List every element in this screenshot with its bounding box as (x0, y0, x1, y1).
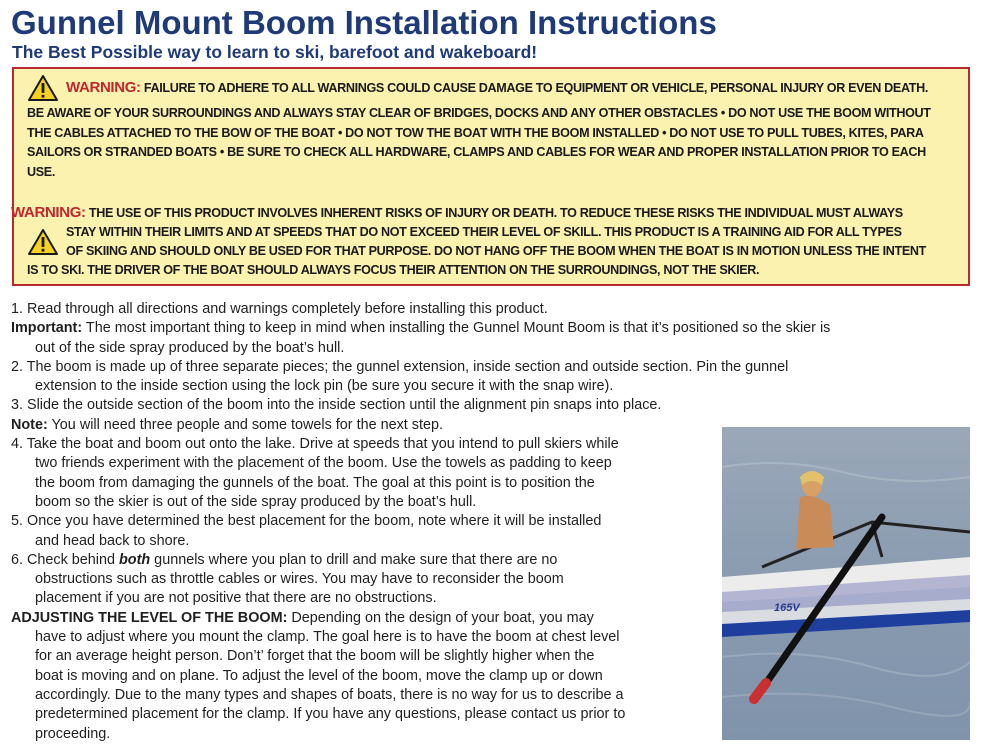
warning-1-body (27, 104, 931, 182)
step-6-pre: 6. Check behind (11, 551, 120, 568)
step-4-cont: two friends experiment with the placement of the boom. Use the towels as padding to keep (35, 455, 612, 472)
warning-triangle-icon (27, 228, 59, 256)
instructions (11, 300, 830, 744)
step-5: 5. Once you have determined the best placement for the boom, note where it will be installed (11, 513, 602, 530)
note-label: Note: (11, 416, 48, 433)
note-text: You will need three people and some towels for the next step. (51, 416, 443, 433)
adjusting-section (11, 609, 830, 628)
warning-1-line: USE. (27, 164, 55, 179)
warning-box (12, 67, 970, 286)
hull-model-text: 165V (774, 602, 800, 614)
warning-2-first-line (11, 203, 903, 224)
page-title: Gunnel Mount Boom Installation Instructions (11, 4, 717, 41)
adjusting-text-cont: accordingly. Due to the many types and shapes of boats, there is no way for us to describe a (35, 686, 624, 703)
warning-1-label: WARNING: (66, 79, 141, 96)
adjusting-text-cont: for an average height person. Don’t’ forget that the boom will be slightly higher when the (35, 648, 595, 665)
step-3: 3. Slide the outside section of the boom into the inside section until the alignment pin snaps into place. (11, 397, 662, 414)
important-text-cont: out of the side spray produced by the boat’s hull. (35, 339, 345, 356)
warning-1-line: SAILORS OR STRANDED BOATS • BE SURE TO CHECK ALL HARDWARE, CLAMPS AND CABLES FOR WEAR AND PROPER INSTALLATION PRIOR TO EACH (27, 145, 926, 159)
adjusting-text: Depending on the design of your boat, you may (291, 609, 594, 626)
step-4: 4. Take the boat and boom out onto the lake. Drive at speeds that you intend to pull skiers while (11, 436, 619, 453)
step-5-cont: and head back to shore. (35, 532, 190, 549)
warning-triangle-icon (27, 74, 59, 102)
adjusting-text-cont: proceeding. (35, 725, 111, 742)
adjusting-text-cont: predetermined placement for the clamp. If you have any questions, please contact us prior to (35, 706, 626, 723)
important-text: The most important thing to keep in mind when installing the Gunnel Mount Boom is that it’s positioned so the skier is (85, 320, 831, 337)
boat-boom-photo (722, 427, 970, 740)
step-6-cont: obstructions such as throttle cables or wires. You may have to reconsider the boom (35, 571, 564, 588)
page-subtitle: The Best Possible way to learn to ski, barefoot and wakeboard! (12, 42, 538, 62)
warning-2-line: STAY WITHIN THEIR LIMITS AND AT SPEEDS THAT DO NOT EXCEED THEIR LEVEL OF SKILL. THIS PRODUCT IS A TRAINING AID FOR ALL TYPES (66, 225, 902, 239)
step-2-cont: extension to the inside section using the lock pin (be sure you secure it with the snap wire). (35, 378, 614, 395)
warning-2-line: IS TO SKI. THE DRIVER OF THE BOAT SHOULD ALWAYS FOCUS THEIR ATTENTION ON THE SURROUNDINGS, NOT THE SKIER. (27, 263, 760, 277)
important-label: Important: (11, 320, 83, 337)
note (11, 416, 830, 435)
warning-1-first-line (66, 78, 928, 99)
warning-2-text: THE USE OF THIS PRODUCT INVOLVES INHERENT RISKS OF INJURY OR DEATH. TO REDUCE THESE RISKS THE INDIVIDUAL MUST ALWAYS (88, 206, 903, 220)
adjusting-text-cont: boat is moving and on plane. To adjust the level of the boom, move the clamp up or down (35, 667, 603, 684)
warning-1-text: FAILURE TO ADHERE TO ALL WARNINGS COULD CAUSE DAMAGE TO EQUIPMENT OR VEHICLE, PERSONAL INJURY OR EVEN DEATH. (143, 81, 928, 95)
step-1: 1. Read through all directions and warnings completely before installing this product. (11, 301, 548, 317)
warning-2-label: WARNING: (11, 204, 86, 221)
warning-2-line: OF SKIING AND SHOULD ONLY BE USED FOR THAT PURPOSE. DO NOT HANG OFF THE BOOM WHEN THE BOAT IS IN MOTION UNLESS THE INTENT (66, 244, 926, 258)
adjusting-heading: ADJUSTING THE LEVEL OF THE BOOM: (11, 609, 288, 626)
important-note (11, 319, 830, 338)
step-6-emphasis: both (119, 551, 151, 568)
step-2: 2. The boom is made up of three separate pieces; the gunnel extension, inside section and outside section. Pin the gunnel (11, 358, 789, 375)
step-6-post: gunnels where you plan to drill and make sure that there are no (150, 551, 558, 568)
step-4-cont: the boom from damaging the gunnels of the boat. The goal at this point is to position the (35, 474, 595, 491)
step-4-cont: boom so the skier is out of the side spray produced by the boat’s hull. (35, 493, 477, 510)
boat-boom-illustration (722, 427, 970, 740)
step-6-cont: placement if you are not positive that there are no obstructions. (35, 590, 437, 607)
adjusting-text-cont: have to adjust where you mount the clamp. The goal here is to have the boom at chest level (35, 629, 620, 646)
warning-1-line: THE CABLES ATTACHED TO THE BOW OF THE BOAT • DO NOT TOW THE BOAT WITH THE BOOM INSTALLED • DO NOT USE TO PULL TUBES, KITES, PARA (27, 125, 924, 140)
warning-1-line: BE AWARE OF YOUR SURROUNDINGS AND ALWAYS STAY CLEAR OF BRIDGES, DOCKS AND ANY OTHER OBSTACLES • DO NOT USE THE BOOM WITHOUT (27, 106, 931, 120)
step-6 (11, 551, 830, 570)
